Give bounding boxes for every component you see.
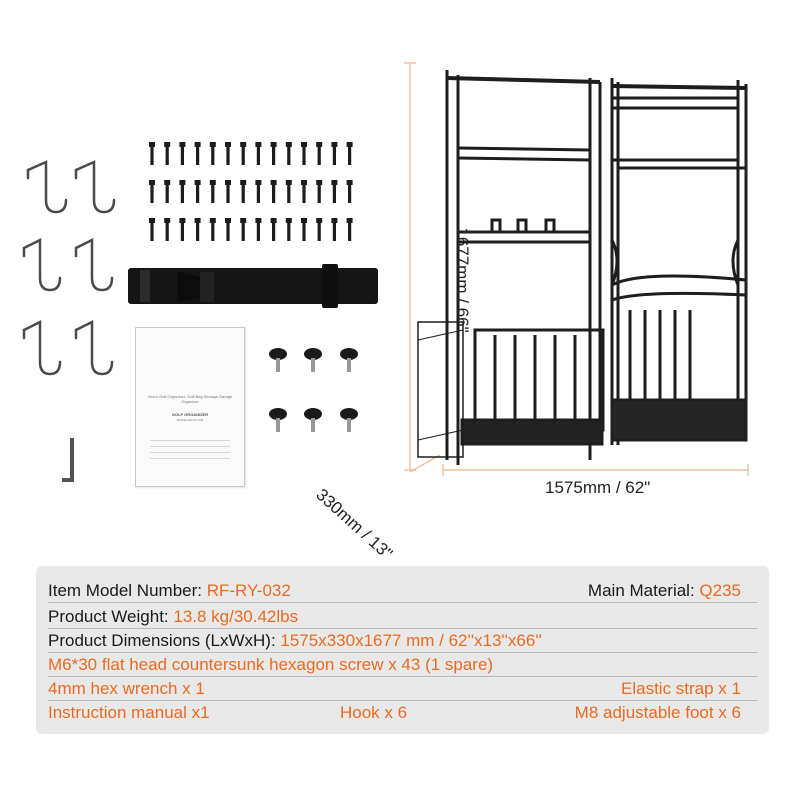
screw-icon bbox=[301, 218, 307, 241]
screw-icon bbox=[149, 180, 155, 203]
screw-icon bbox=[286, 180, 292, 203]
hooks-group bbox=[24, 162, 114, 374]
screw-icon bbox=[179, 180, 185, 203]
spec-row-wrench-strap bbox=[48, 678, 757, 701]
screw-icon bbox=[195, 218, 201, 241]
manual-text-line bbox=[150, 440, 230, 441]
screw-icon bbox=[149, 218, 155, 241]
screw-icon bbox=[331, 142, 337, 165]
instruction-manual bbox=[135, 327, 245, 487]
screw-icon bbox=[255, 142, 261, 165]
spec-row-dimensions bbox=[48, 630, 757, 653]
hook-icon bbox=[76, 322, 112, 374]
screw-icon bbox=[271, 218, 277, 241]
screw-icon bbox=[301, 142, 307, 165]
dimensions-label: Product Dimensions (LxWxH): bbox=[48, 631, 281, 650]
screw-icon bbox=[225, 142, 231, 165]
screw-icon bbox=[195, 180, 201, 203]
adjustable-foot-icon bbox=[340, 348, 358, 372]
elastic-strap-icon bbox=[128, 264, 378, 308]
screw-icon bbox=[164, 218, 170, 241]
hook-icon bbox=[76, 162, 114, 212]
dimensions-value: 1575x330x1677 mm / 62''x13''x66'' bbox=[280, 631, 542, 650]
material-label: Main Material: bbox=[587, 581, 700, 600]
model-label: Item Model Number: bbox=[48, 581, 207, 600]
adjustable-feet-group bbox=[269, 348, 358, 432]
width-dimension-label: 1575mm / 62" bbox=[545, 478, 651, 497]
screw-icon bbox=[164, 142, 170, 165]
adjustable-foot-icon bbox=[269, 408, 287, 432]
screw-icon bbox=[179, 142, 185, 165]
manual-model: MODEL:RF-RY-032 bbox=[176, 418, 204, 422]
strap-item: Elastic strap x 1 bbox=[621, 679, 741, 698]
weight-value: 13.8 kg/30.42lbs bbox=[173, 607, 299, 626]
spec-row-model bbox=[48, 580, 757, 603]
manual-text-line bbox=[150, 452, 230, 453]
hook-icon bbox=[76, 240, 112, 290]
screw-icon bbox=[271, 142, 277, 165]
screw-icon bbox=[210, 180, 216, 203]
screw-icon bbox=[225, 180, 231, 203]
screw-icon bbox=[225, 218, 231, 241]
screw-icon bbox=[164, 180, 170, 203]
screw-item: M6*30 flat head countersunk hexagon screw x 43 (1 spare) bbox=[48, 655, 494, 674]
manual-text-line bbox=[150, 458, 230, 459]
screw-icon bbox=[210, 142, 216, 165]
model-value: RF-RY-032 bbox=[206, 581, 291, 600]
screw-icon bbox=[240, 180, 246, 203]
hook-icon bbox=[24, 240, 60, 290]
manual-text-line bbox=[150, 446, 230, 447]
screw-icon bbox=[316, 142, 322, 165]
screw-icon bbox=[331, 180, 337, 203]
screw-icon bbox=[210, 218, 216, 241]
height-dimension-label: 1677mm / 66" bbox=[453, 227, 472, 333]
material-value: Q235 bbox=[699, 581, 741, 600]
wrench-item: 4mm hex wrench x 1 bbox=[48, 679, 205, 698]
screw-icon bbox=[286, 142, 292, 165]
screw-icon bbox=[271, 180, 277, 203]
depth-dimension-label: 330mm / 13" bbox=[312, 485, 397, 564]
adjustable-foot-icon bbox=[269, 348, 287, 372]
weight-label: Product Weight: bbox=[48, 607, 174, 626]
screw-icon bbox=[255, 180, 261, 203]
hook-item: Hook x 6 bbox=[340, 703, 408, 722]
screw-icon bbox=[255, 218, 261, 241]
manual-title: GOLF ORGANIZER bbox=[171, 412, 209, 417]
spec-row-manual-hook-foot bbox=[48, 702, 757, 724]
material-spec bbox=[588, 580, 741, 602]
hook-icon bbox=[28, 162, 66, 212]
screw-icon bbox=[240, 142, 246, 165]
spec-row-screw bbox=[48, 654, 757, 677]
foot-item: M8 adjustable foot x 6 bbox=[574, 703, 741, 722]
hex-wrench-icon bbox=[64, 440, 72, 480]
adjustable-foot-icon bbox=[304, 408, 322, 432]
spec-panel bbox=[36, 566, 769, 734]
manual-item: Instruction manual x1 bbox=[48, 703, 210, 722]
screw-icon bbox=[179, 218, 185, 241]
screw-icon bbox=[331, 218, 337, 241]
screw-icon bbox=[301, 180, 307, 203]
screw-icon bbox=[316, 180, 322, 203]
screw-icon bbox=[347, 180, 353, 203]
screws-group bbox=[149, 142, 353, 241]
screw-icon bbox=[286, 218, 292, 241]
screw-icon bbox=[316, 218, 322, 241]
adjustable-foot-icon bbox=[304, 348, 322, 372]
adjustable-foot-icon bbox=[340, 408, 358, 432]
screw-icon bbox=[195, 142, 201, 165]
screw-icon bbox=[240, 218, 246, 241]
manual-header-text: Vevor Golf Organizer, Golf Bag Storage Garage Organizer bbox=[147, 394, 233, 404]
screw-icon bbox=[347, 218, 353, 241]
hook-icon bbox=[24, 322, 60, 374]
screw-icon bbox=[347, 142, 353, 165]
spec-row-weight bbox=[48, 606, 757, 629]
screw-icon bbox=[149, 142, 155, 165]
